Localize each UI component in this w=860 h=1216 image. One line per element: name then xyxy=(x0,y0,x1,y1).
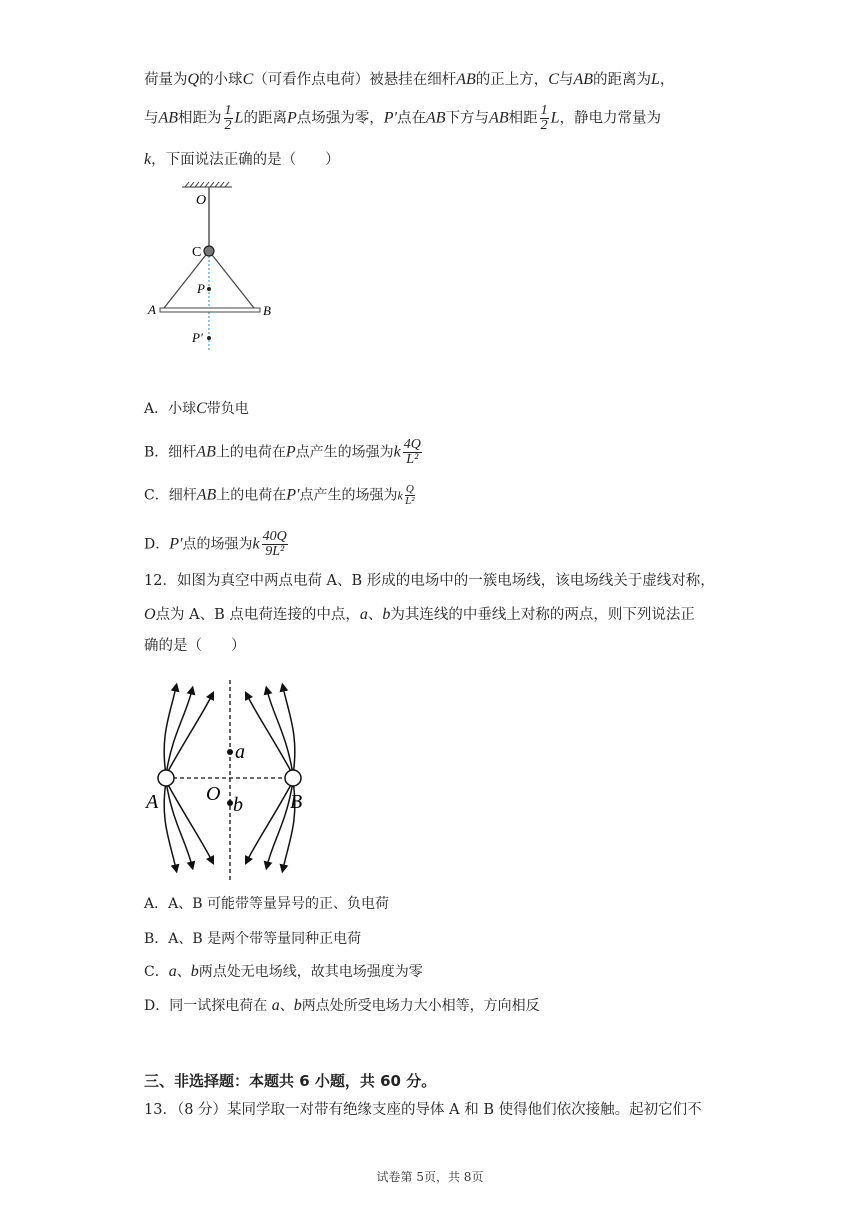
charge-b xyxy=(285,770,301,786)
label-a-small: a xyxy=(235,741,245,763)
q12-line3: 确的是（ ） xyxy=(144,638,246,654)
point-p xyxy=(207,287,211,291)
q11-option-b: B．细杆AB上的电荷在P点产生的场强为k $\frac{4Q}{\text{L²}}$ xyxy=(144,437,421,467)
label-o: O xyxy=(196,193,207,208)
label-c: C xyxy=(192,245,202,260)
q12-option-a: A．A、B 可能带等量异号的正、负电荷 xyxy=(144,896,389,912)
q11-line1: 荷量为Q的小球C（可看作点电荷）被悬挂在细杆AB的正上方，C与AB的距离为L， xyxy=(144,71,675,88)
label-b-small: b xyxy=(233,794,243,816)
charge-a xyxy=(158,770,174,786)
label-a: A xyxy=(148,302,156,317)
fraction-half-2: $\frac{1}{2}$ xyxy=(540,103,548,133)
label-charge-b: B xyxy=(290,791,303,813)
q12-line1: 12．如图为真空中两点电荷 A、B 形成的电场中的一簇电场线，该电场线关于虚线对称， xyxy=(144,573,715,589)
q13-line1: 13．（8 分）某同学取一对带有绝缘支座的导体 A 和 B 使得他们依次接触。起初它们不 xyxy=(144,1102,702,1118)
ceiling-hatch xyxy=(182,182,232,187)
figure-suspended-charge xyxy=(140,180,290,360)
charge-c xyxy=(204,246,214,256)
label-b: B xyxy=(263,303,271,318)
label-p-prime: P′ xyxy=(192,330,203,345)
fraction-40q-over-9l2: $\frac{40Q}{\text{9L²}}$ xyxy=(262,529,287,559)
q11-option-a: A．小球C带负电 xyxy=(144,400,249,417)
q12-option-d: D．同一试探电荷在 a、b两点处所受电场力大小相等，方向相反 xyxy=(144,997,540,1014)
q11-line2: 与AB相距为 $\frac{1}{2}$ L的距离P点场强为零，P′点在AB下方与AB相距 $\frac{1}{2}$ L，静电力常量为 xyxy=(144,103,662,133)
fraction-q-over-l2: $\frac{Q}{\text{L²}}$ xyxy=(405,483,415,507)
q11-option-c: C．细杆AB上的电荷在P′点产生的场强为k $\frac{Q}{\text{L²}}$ xyxy=(144,483,415,507)
fraction-4q-over-l2: $\frac{4Q}{\text{L²}}$ xyxy=(403,437,421,467)
rod-ab xyxy=(160,308,260,312)
label-charge-a: A xyxy=(146,791,159,813)
rope-right xyxy=(209,251,254,308)
label-o: O xyxy=(206,783,221,805)
q12-option-c: C．a、b两点处无电场线，故其电场强度为零 xyxy=(144,963,423,980)
page-footer: 试卷第 5页，共 8页 xyxy=(376,1170,484,1184)
rope-left xyxy=(164,251,209,308)
q12-line2: O点为 A、B 点电荷连接的中点，a、b为其连线的中垂线上对称的两点，则下列说法正 xyxy=(144,606,695,623)
figure-field-lines xyxy=(140,675,320,887)
point-p-prime xyxy=(207,336,211,340)
q11-option-d: D．P′点的场强为k $\frac{40Q}{\text{9L²}}$ xyxy=(144,529,287,559)
q12-option-b: B．A、B 是两个带等量同种正电荷 xyxy=(144,931,362,947)
section-heading: 三、非选择题：本题共 6 小题，共 60 分。 xyxy=(144,1072,437,1090)
label-p: P xyxy=(197,281,205,296)
point-a xyxy=(227,749,233,755)
q11-line3: k，下面说法正确的是（ ） xyxy=(144,151,340,168)
fraction-half: $\frac{1}{2}$ xyxy=(224,103,232,133)
